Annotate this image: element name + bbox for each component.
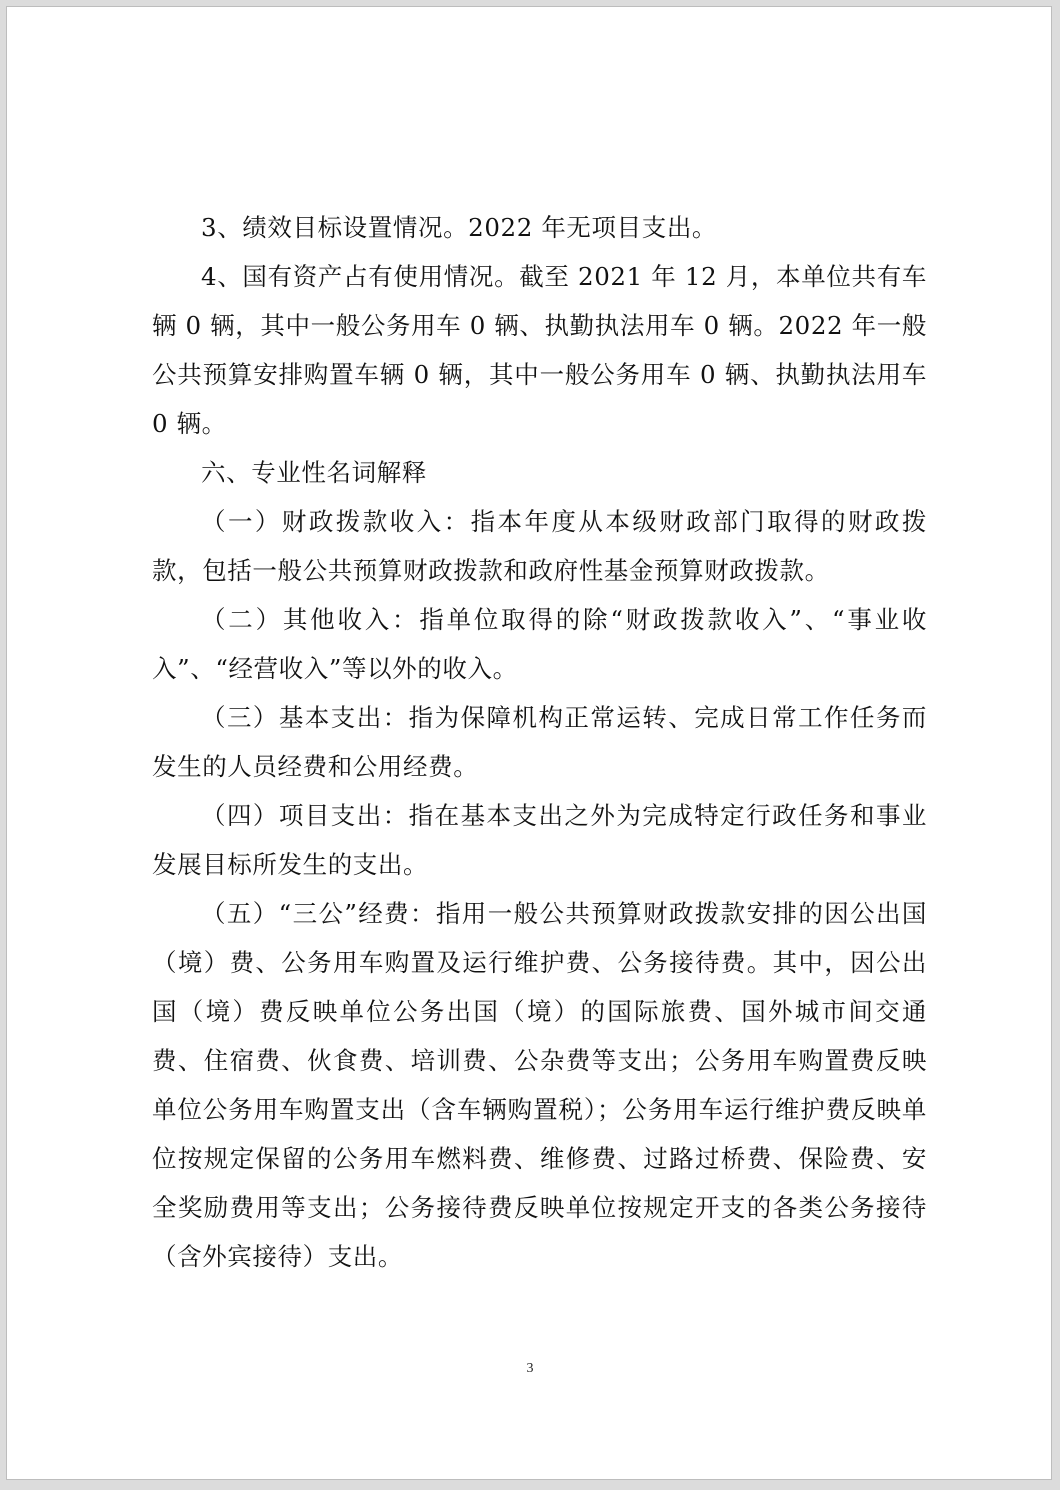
- paragraph-performance-goals: 3、绩效目标设置情况。2022 年无项目支出。: [201, 213, 718, 242]
- document-body: [152, 203, 927, 1281]
- section-heading: 六、专业性名词解释: [201, 458, 427, 487]
- definition-project-expenditure: （四）项目支出：指在基本支出之外为完成特定行政任务和事业发展目标所发生的支出。: [152, 801, 927, 879]
- definition-three-public-expenses: （五）“三公”经费：指用一般公共预算财政拨款安排的因公出国（境）费、公务用车购置及运行维护费、公务接待费。其中，因公出国（境）费反映单位公务出国（境）的国际旅费、国外城市间交通费、住宿费、伙食费、培训费、公杂费等支出；公务用车购置费反映单位公务用车购置支出（含车辆购置税）；公务用车运行维护费反映单位按规定保留的公务用车燃料费、维修费、过路过桥费、保险费、安全奖励费用等支出；公务接待费反映单位按规定开支的各类公务接待（含外宾接待）支出。: [152, 899, 927, 1271]
- paragraph-state-assets: 4、国有资产占有使用情况。截至 2021 年 12 月，本单位共有车辆 0 辆，其中一般公务用车 0 辆、执勤执法用车 0 辆。2022 年一般公共预算安排购置车辆 0 辆，其中一般公务用车 0 辆、执勤执法用车 0 辆。: [152, 262, 927, 438]
- definition-other-income: （二）其他收入：指单位取得的除“财政拨款收入”、“事业收入”、“经营收入”等以外的收入。: [152, 605, 927, 683]
- definition-basic-expenditure: （三）基本支出：指为保障机构正常运转、完成日常工作任务而发生的人员经费和公用经费。: [152, 703, 927, 781]
- page-number: 3: [526, 1361, 534, 1376]
- definition-fiscal-appropriation-income: （一）财政拨款收入：指本年度从本级财政部门取得的财政拨款，包括一般公共预算财政拨款和政府性基金预算财政拨款。: [152, 507, 927, 585]
- document-page: [6, 6, 1052, 1480]
